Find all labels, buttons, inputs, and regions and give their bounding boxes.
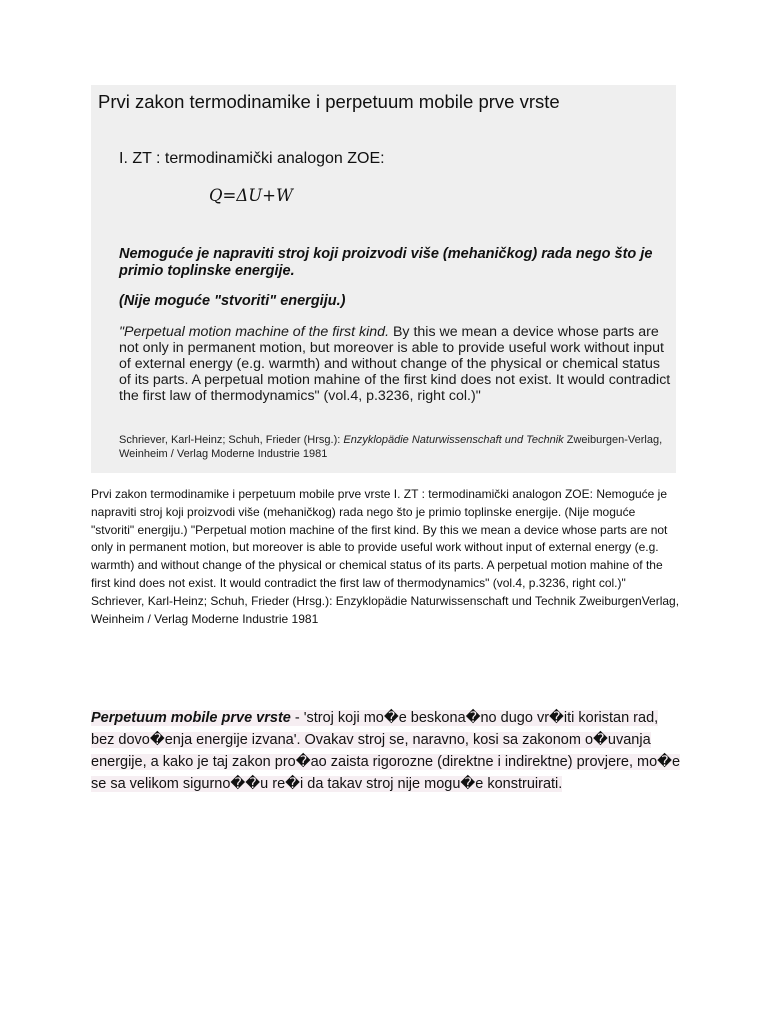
quote-italic: "Perpetual motion machine of the first kind. bbox=[119, 324, 390, 340]
ref-title: Enzyklopädie Naturwissenschaft und Technik bbox=[343, 434, 564, 446]
slide-title: Prvi zakon termodinamike i perpetuum mobile prve vrste bbox=[98, 91, 560, 112]
ref-authors: Schriever, Karl-Heinz; Schuh, Frieder (Hrsg.): bbox=[119, 434, 344, 446]
transcript-text: Prvi zakon termodinamike i perpetuum mobile prve vrste I. ZT : termodinamički analogon ZOE: Nemoguće je napraviti stroj koji proizvodi više (mehaničkog) rada nego što je primio toplinske energije. (Nije moguće "stvoriti" energiju.) "Perpetual motion machine of the first kind. By this we mean a device whose parts are not only in permanent motion, but moreover is able to provide useful work without input of external energy (e.g. warmth) and without change of the physical or chemical status of its parts. A perpetual motion mahine of the first kind does not exist. It would contradict the first law of thermodynamics" (vol.4, p.3236, right col.)" Schriever, Karl-Heinz; Schuh, Frieder (Hrsg.): Enzyklopädie Naturwissenschaft und Technik ZweiburgenVerlag, Weinheim / Verlag Moderne Industrie 1981 bbox=[91, 487, 680, 626]
definition-body: - 'stroj koji mo�e beskona�no dugo vr�iti koristan rad, bez dovo�enja energije izvana'. Ovakav stroj se, naravno, kosi sa zakonom o�uvanja energije, a kako je taj zakon pro�ao zaista rigorozne (direktne i indirektne) provjere, mo�e se sa velikom sigurno��u re�i da takav stroj nije mogu�e konstruirati. bbox=[91, 710, 681, 792]
zt-line: I. ZT : termodinamički analogon ZOE: bbox=[119, 150, 385, 167]
ref-rest: Zweiburgen-Verlag, Weinheim / Verlag Moderne Industrie 1981 bbox=[119, 434, 663, 460]
claim-text: Nemoguće je napraviti stroj koji proizvodi više (mehaničkog) rada nego što je primio toplinske energije. bbox=[119, 246, 653, 279]
definition-paragraph bbox=[91, 707, 681, 795]
quote-rest: By this we mean a device whose parts are not only in permanent motion, but moreover is able to provide useful work without input of external energy (e.g. warmth) and without change of the physical or chemical status of its parts. A perpetual motion mahine of the first kind does not exist. It would contradict the first law of thermodynamics" (vol.4, p.3236, right col.)" bbox=[119, 324, 671, 404]
slide-image bbox=[91, 85, 676, 473]
quote-text bbox=[119, 324, 674, 404]
formula: Q=ΔU+W bbox=[209, 186, 293, 205]
paren-text: (Nije moguće "stvoriti" energiju.) bbox=[119, 293, 346, 309]
reference bbox=[119, 433, 669, 461]
definition-term: Perpetuum mobile prve vrste bbox=[91, 710, 291, 726]
